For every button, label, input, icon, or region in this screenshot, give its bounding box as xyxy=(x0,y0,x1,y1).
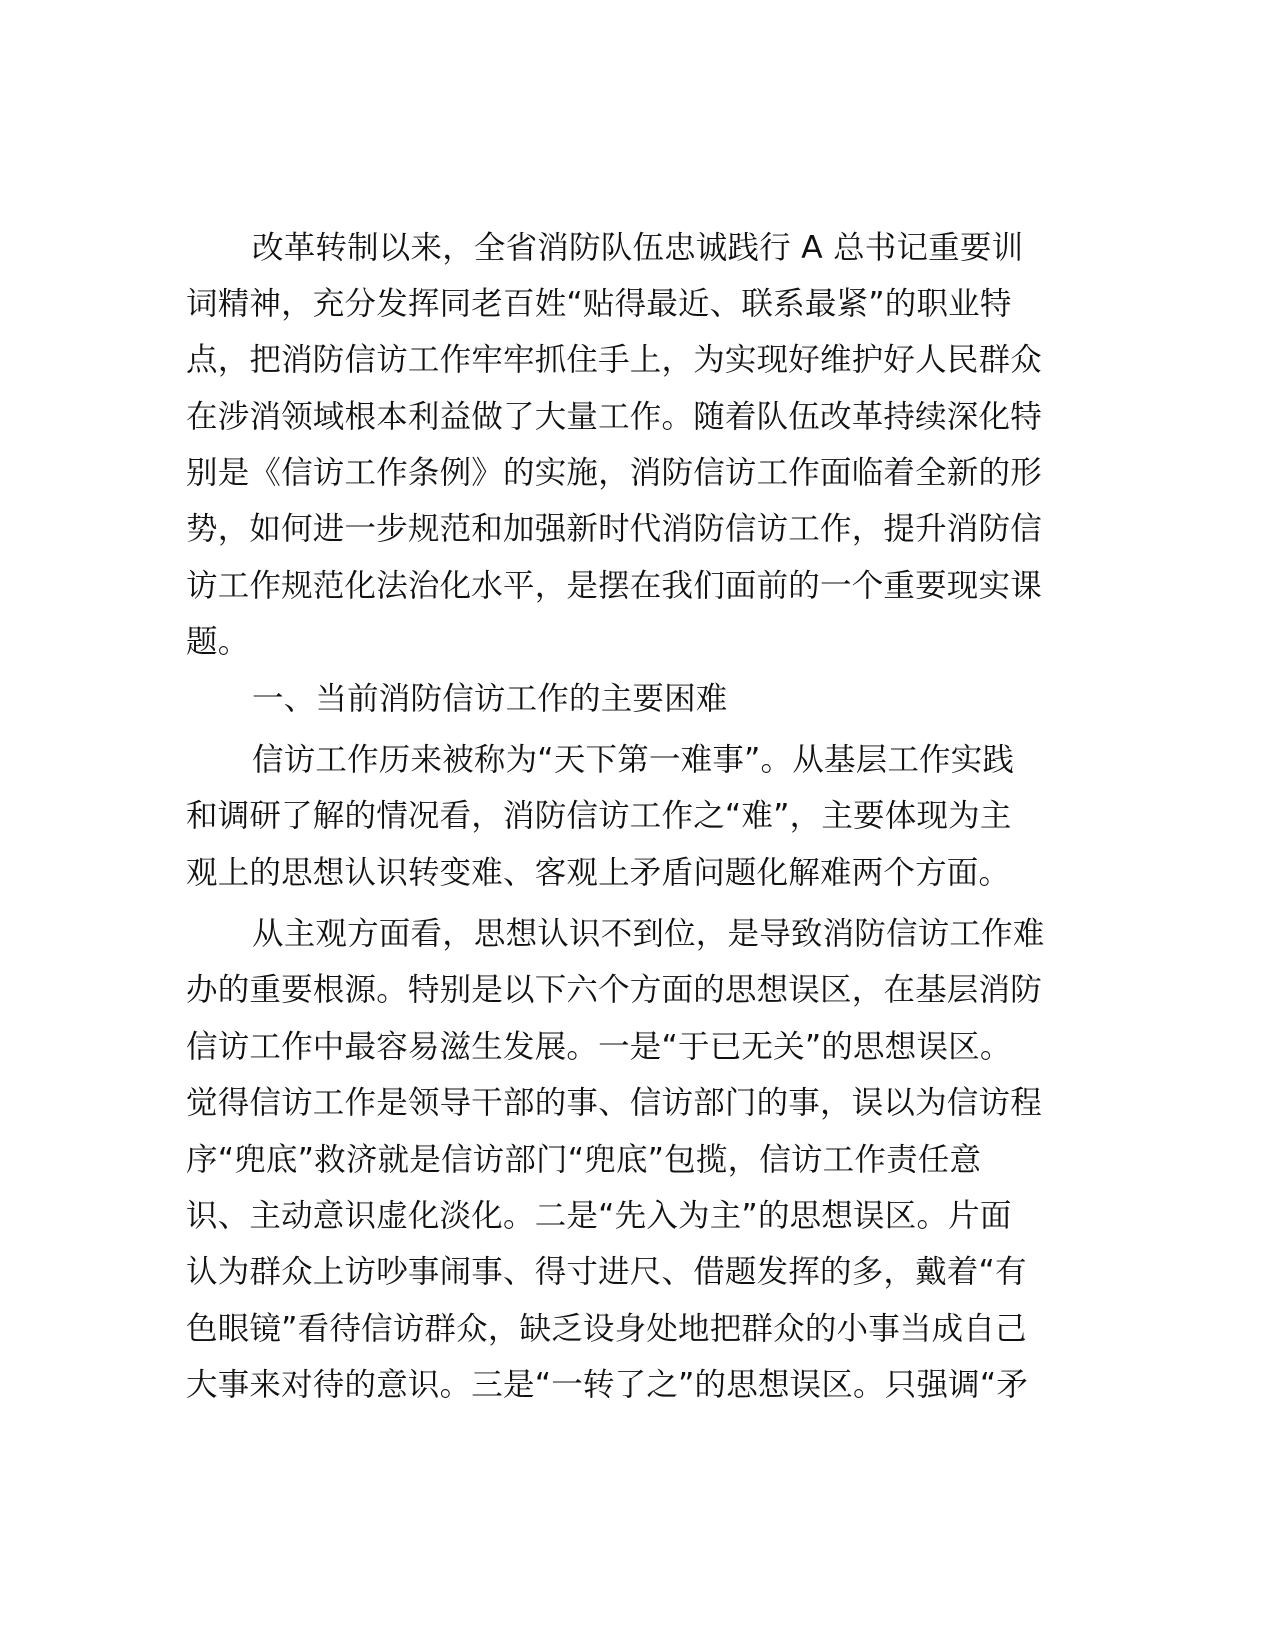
paragraph-line: 势，如何进一步规范和加强新时代消防信访工作，提升消防信 xyxy=(186,511,1042,547)
paragraph-line: 觉得信访工作是领导干部的事、信访部门的事，误以为信访程 xyxy=(186,1085,1042,1121)
paragraph-line: 识、主动意识虚化淡化。二是“先入为主”的思想误区。片面 xyxy=(186,1198,1012,1234)
paragraph-line: 序“兜底”救济就是信访部门“兜底”包揽，信访工作责任意 xyxy=(186,1142,982,1178)
paragraph-line: 大事来对待的意识。三是“一转了之”的思想误区。只强调“矛 xyxy=(186,1367,1029,1403)
section-heading: 一、当前消防信访工作的主要困难 xyxy=(252,681,728,717)
paragraph-line: 信访工作历来被称为“天下第一难事”。从基层工作实践 xyxy=(252,742,1015,778)
paragraph-line: 题。 xyxy=(186,624,250,660)
paragraph-line: 访工作规范化法治化水平，是摆在我们面前的一个重要现实课 xyxy=(186,568,1042,604)
paragraph-line: 观上的思想认识转变难、客观上矛盾问题化解难两个方面。 xyxy=(186,855,1011,891)
paragraph-line: 从主观方面看，思想认识不到位，是导致消防信访工作难 xyxy=(252,916,1045,952)
paragraph-line: 别是《信访工作条例》的实施，消防信访工作面临着全新的形 xyxy=(186,455,1042,491)
paragraph-line: 和调研了解的情况看，消防信访工作之“难”，主要体现为主 xyxy=(186,798,1012,834)
paragraph-line: 办的重要根源。特别是以下六个方面的思想误区，在基层消防 xyxy=(186,972,1042,1008)
paragraph-line: 认为群众上访吵事闹事、得寸进尺、借题发挥的多，戴着“有 xyxy=(186,1254,1027,1290)
paragraph-line: 色眼镜”看待信访群众，缺乏设身处地把群众的小事当成自己 xyxy=(186,1311,1027,1347)
paragraph-line: 词精神，充分发挥同老百姓“贴得最近、联系最紧”的职业特 xyxy=(186,286,1012,322)
paragraph-line: 改革转制以来，全省消防队伍忠诚践行 A 总书记重要训 xyxy=(252,230,1024,266)
paragraph-line: 点，把消防信访工作牢牢抓住手上，为实现好维护好人民群众 xyxy=(186,342,1042,378)
paragraph-line: 在涉消领域根本利益做了大量工作。随着队伍改革持续深化特 xyxy=(186,399,1042,435)
paragraph-line: 信访工作中最容易滋生发展。一是“于已无关”的思想误区。 xyxy=(186,1029,1012,1065)
